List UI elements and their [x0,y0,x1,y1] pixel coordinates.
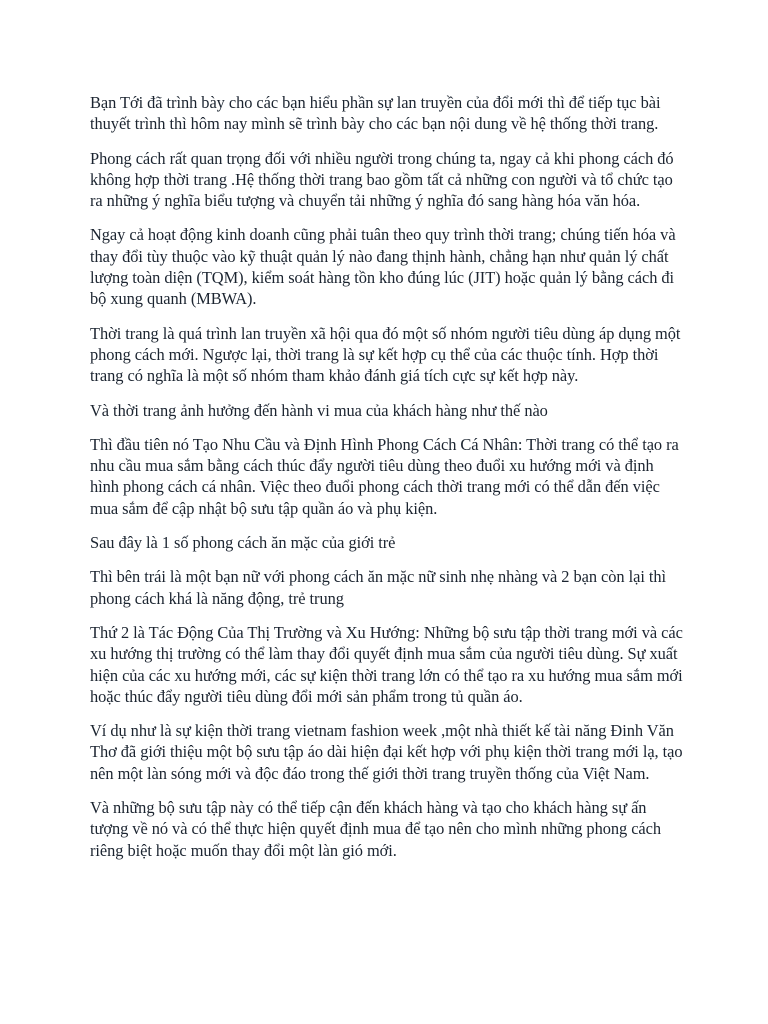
paragraph-youth-styles: Sau đây là 1 số phong cách ăn mặc của giới trẻ [90,533,396,553]
paragraph-left-description: Thì bên trái là một bạn nữ với phong cách ăn mặc nữ sinh nhẹ nhàng và 2 bạn còn lại thì phong cách khá là năng động, trẻ trung [90,567,667,608]
paragraph-question: Và thời trang ảnh hưởng đến hành vi mua của khách hàng như thế nào [90,400,548,420]
paragraph-example: Ví dụ như là sự kiện thời trang vietnam fashion week ,một nhà thiết kế tài năng Đinh Văn Thơ đã giới thiệu một bộ sưu tập áo dài hiện đại kết hợp với phụ kiện thời trang mới lạ, tạo nên một làn sóng mới và độc đáo trong thế giới thời trang truyền thống của Việt Nam. [90,721,683,783]
paragraph-intro: Bạn Tới đã trình bày cho các bạn hiểu phần sự lan truyền của đổi mới thì để tiếp tục bài thuyết trình thì hôm nay mình sẽ trình bày cho các bạn nội dung về hệ thống thời trang. [90,93,661,134]
paragraph-first-point: Thì đầu tiên nó Tạo Nhu Cầu và Định Hình Phong Cách Cá Nhân: Thời trang có thể tạo ra nhu cầu mua sắm bằng cách thúc đẩy người tiêu dùng theo đuổi xu hướng mới và định hình phong cách cá nhân. Việc theo đuổi phong cách thời trang mới có thể dẫn đến việc mua sắm để cập nhật bộ sưu tập quần áo và phụ kiện. [90,434,679,518]
paragraph-fashion-definition: Thời trang là quá trình lan truyền xã hội qua đó một số nhóm người tiêu dùng áp dụng một phong cách mới. Ngược lại, thời trang là sự kết hợp cụ thể của các thuộc tính. Hợp thời trang có nghĩa là một số nhóm tham khảo đánh giá tích cực sự kết hợp này. [90,323,681,386]
paragraph-style-importance: Phong cách rất quan trọng đối với nhiều người trong chúng ta, ngay cả khi phong cách đó không hợp thời trang .Hệ thống thời trang bao gồm tất cả những con người và tổ chức tạo ra những ý nghĩa biểu tượng và chuyển tải những ý nghĩa đó sang hàng hóa văn hóa. [90,148,674,211]
paragraph-second-point: Thứ 2 là Tác Động Của Thị Trường và Xu Hướng: Những bộ sưu tập thời trang mới và các xu hướng thị trường có thể làm thay đổi quyết định mua sắm của người tiêu dùng. Sự xuất hiện của các xu hướng mới, các sự kiện thời trang lớn có thể tạo ra xu hướng mua sắm mới hoặc thúc đẩy người tiêu dùng đổi mới sản phẩm trong tủ quần áo. [90,622,683,706]
paragraph-conclusion: Và những bộ sưu tập này có thể tiếp cận đến khách hàng và tạo cho khách hàng sự ấn tượng về nó và có thể thực hiện quyết định mua để tạo nên cho mình những phong cách riêng biệt hoặc muốn thay đổi một làn gió mới. [90,798,662,860]
paragraph-business-fashion: Ngay cả hoạt động kinh doanh cũng phải tuân theo quy trình thời trang; chúng tiến hóa và thay đổi tùy thuộc vào kỹ thuật quản lý nào đang thịnh hành, chẳng hạn như quản lý chất lượng toàn diện (TQM), kiểm soát hàng tồn kho đúng lúc (JIT) hoặc quản lý bằng cách đi bộ xung quanh (MBWA). [90,225,676,309]
